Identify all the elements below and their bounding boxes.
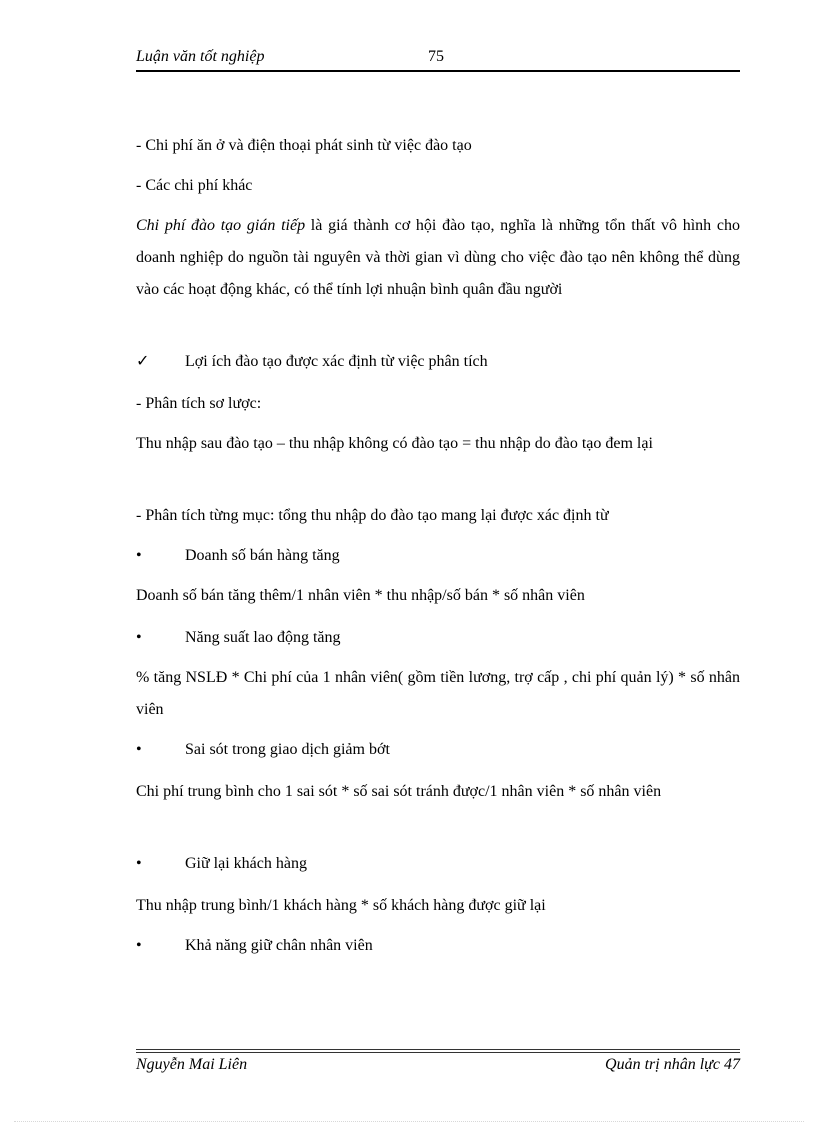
list-item-formula: Thu nhập trung bình/1 khách hàng * số khách hàng được giữ lại [136,897,546,914]
list-item-title: Khả năng giữ chân nhân viên [185,937,373,954]
header-rule [136,70,740,72]
footer-rule [136,1052,740,1053]
bullet-icon: • [136,629,142,646]
bullet-icon: • [136,855,142,872]
indirect-cost-definition: là giá thành cơ hội đào tạo, nghĩa là những tổn thất vô hình cho doanh nghiệp do nguồn tài nguyên và thời gian vì dùng cho việc đào tạo nên không thể dùng vào các hoạt động khác, có thể tính lợi nhuận bình quân đầu người [136,217,741,298]
detailed-analysis-label: - Phân tích từng mục: tổng thu nhập do đào tạo mang lại được xác định từ [136,507,609,524]
list-item-title: Sai sót trong giao dịch giảm bớt [185,741,390,758]
paragraph-indirect-cost [136,210,740,306]
list-item-formula: Chi phí trung bình cho 1 sai sót * số sai sót tránh được/1 nhân viên * số nhân viên [136,783,662,800]
footer-rule [136,1049,740,1050]
checkmark-icon: ✓ [136,353,150,370]
indirect-cost-term: Chi phí đào tạo gián tiếp [136,217,306,234]
list-item-title: Giữ lại khách hàng [185,855,307,872]
list-item-title: Doanh số bán hàng tăng [185,547,340,564]
brief-analysis-label: - Phân tích sơ lược: [136,395,262,412]
list-item-title: Năng suất lao động tăng [185,629,341,646]
bullet-icon: • [136,937,142,954]
list-item-formula: % tăng NSLĐ * Chi phí của 1 nhân viên( gồm tiền lương, trợ cấp , chi phí quản lý) * số nhân viên [136,669,740,718]
check-item-text: Lợi ích đào tạo được xác định từ việc phân tích [185,353,488,370]
paragraph-other-costs: - Các chi phí khác [136,177,253,194]
footer-course: Quản trị nhân lực 47 [605,1056,740,1073]
page-boundary [14,1121,804,1122]
header-title: Luận văn tốt nghiệp [136,48,265,65]
paragraph-accommodation-costs: - Chi phí ăn ở và điện thoại phát sinh từ việc đào tạo [136,137,472,154]
bullet-icon: • [136,741,142,758]
page-header [136,48,740,72]
brief-analysis-formula: Thu nhập sau đào tạo – thu nhập không có đào tạo = thu nhập do đào tạo đem lại [136,435,653,452]
footer-author: Nguyễn Mai Liên [136,1056,248,1073]
bullet-icon: • [136,547,142,564]
header-page-number: 75 [428,48,444,65]
list-item-formula: Doanh số bán tăng thêm/1 nhân viên * thu nhập/số bán * số nhân viên [136,587,585,604]
